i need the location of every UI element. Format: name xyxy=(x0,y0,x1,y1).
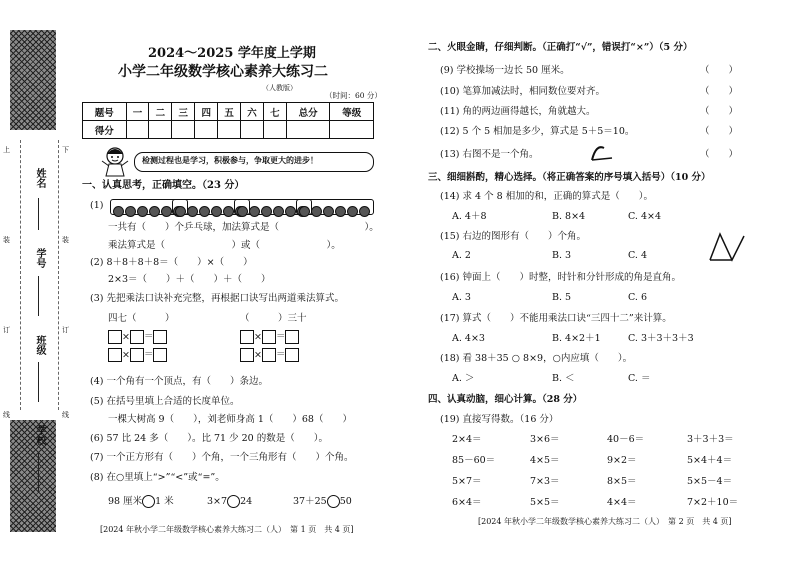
score-header-cell: 题号 xyxy=(83,103,127,121)
curve-figure-icon xyxy=(588,140,616,164)
q8-circle-2[interactable] xyxy=(227,495,240,508)
choice-q14-a[interactable]: A. 4＋8 xyxy=(452,211,487,222)
q8-right-3: 50 xyxy=(339,496,352,507)
choice-q18-b[interactable]: B. ＜ xyxy=(552,373,575,384)
page-1-footer: [2024 年秋小学二年级数学核心素养大练习二（人） 第 1 页 共 4 页] xyxy=(100,525,354,534)
q3-box-equation-1: × ＝ xyxy=(108,330,167,344)
score-header-cell: 六 xyxy=(241,103,264,121)
section-4-title: 四、认真动脑，细心计算。（28 分） xyxy=(428,394,583,405)
score-header-cell: 一 xyxy=(126,103,149,121)
choice-q16-b[interactable]: B. 5 xyxy=(552,292,572,303)
q3-box-equation-3: × ＝ xyxy=(240,330,299,344)
binding-strip xyxy=(0,0,70,561)
calc-item[interactable]: 7×2＋10＝ xyxy=(687,497,739,508)
q7-text: (7) 一个正方形有（ ）个角，一个三角形有（ ）个角。 xyxy=(90,452,354,463)
mark-top-left: 上 xyxy=(3,146,10,154)
judge-q13: (13) 右图不是一个角。 xyxy=(440,149,539,160)
q3-rhyme-2: （ ）三十 xyxy=(240,313,307,324)
section-2-title: 二、火眼金睛，仔细判断。（正确打“√”，错误打“×”）（5 分） xyxy=(428,42,693,53)
q8-text: (8) 在○里填上“>”“<”或“=”。 xyxy=(90,472,225,483)
score-cell[interactable] xyxy=(241,121,264,139)
score-table xyxy=(82,102,374,139)
score-cell[interactable] xyxy=(218,121,241,139)
choice-q17-a[interactable]: A. 4×3 xyxy=(452,333,485,344)
q3-text: (3) 先把乘法口诀补充完整，再根据口诀写出两道乘法算式。 xyxy=(90,293,344,304)
time-label: （时间：60 分） xyxy=(325,91,382,100)
choice-q14-c[interactable]: C. 4×4 xyxy=(628,211,662,222)
choice-q18-c[interactable]: C. ＝ xyxy=(628,373,651,384)
q2-line1: (2) 8＋8＋8＋8＝（ ）×（ ） xyxy=(90,257,253,268)
score-cell[interactable] xyxy=(286,121,330,139)
choice-q18-a[interactable]: A. ＞ xyxy=(452,373,475,384)
score-header-cell: 三 xyxy=(172,103,195,121)
section-1-title: 一、认真思考，正确填空。（23 分） xyxy=(82,180,245,191)
choice-q17: (17) 算式（ ）不能用乘法口诀“三四十二”来计算。 xyxy=(440,313,672,324)
choice-q16-c[interactable]: C. 6 xyxy=(628,292,648,303)
calc-item[interactable]: 3＋3＋3＝ xyxy=(687,434,734,445)
choice-q15: (15) 右边的图形有（ ）个角。 xyxy=(440,231,587,242)
fold-line xyxy=(20,140,21,410)
class-line[interactable] xyxy=(38,362,39,402)
score-cell[interactable] xyxy=(195,121,218,139)
q3-rhyme-1: 四七（ ） xyxy=(108,313,175,324)
mascot-icon xyxy=(100,146,130,178)
choice-q17-b[interactable]: B. 4×2＋1 xyxy=(552,333,601,344)
choice-q16: (16) 钟面上（ ）时整，时针和分针形成的角是直角。 xyxy=(440,272,682,283)
mark-ding-right: 订 xyxy=(62,326,69,334)
exam-title-year: 2024～2025 学年度上学期 xyxy=(148,46,316,61)
judge-q9: (9) 学校操场一边长 50 厘米。 xyxy=(440,65,570,76)
score-value-row xyxy=(83,121,374,139)
name-label: 姓名 xyxy=(34,168,45,188)
q4-text: (4) 一个角有一个顶点，有（ ）条边。 xyxy=(90,376,268,387)
q6-text: (6) 57 比 24 多（ ）。比 71 少 20 的数是（ ）。 xyxy=(90,433,328,444)
q8-compare-1 xyxy=(108,495,174,508)
section-3-title: 三、细细斟酌，精心选择。（将正确答案的序号填入括号）（10 分） xyxy=(428,172,711,183)
q1-addition: 一共有（ ）个乒乓球，加法算式是（ ）。 xyxy=(108,222,379,233)
choice-q15-a[interactable]: A. 2 xyxy=(452,250,471,261)
hatch-top xyxy=(10,30,56,130)
calc-item[interactable]: 8×5＝ xyxy=(607,476,637,487)
mark-zhuang-left: 装 xyxy=(3,236,10,244)
q8-left-1: 98 厘米 xyxy=(108,496,143,507)
score-header-row xyxy=(83,103,374,121)
calc-item[interactable]: 40－6＝ xyxy=(607,434,645,445)
score-cell[interactable] xyxy=(126,121,149,139)
choice-q16-a[interactable]: A. 3 xyxy=(452,292,471,303)
score-row-label: 得分 xyxy=(83,121,127,139)
q8-circle-3[interactable] xyxy=(327,495,340,508)
judge-q12: (12) 5 个 5 相加是多少，算式是 5＋5＝10。 xyxy=(440,126,635,137)
score-header-cell: 五 xyxy=(218,103,241,121)
calc-item[interactable]: 2×4＝ xyxy=(452,434,482,445)
student-id-label: 学号 xyxy=(34,248,45,268)
score-header-cell: 四 xyxy=(195,103,218,121)
q8-left-2: 3×7 xyxy=(207,496,228,507)
q8-right-1: 1 米 xyxy=(155,496,174,507)
choice-q18: (18) 看 38＋35 ○ 8×9，○内应填（ ）。 xyxy=(440,353,633,364)
q8-compare-3 xyxy=(293,495,352,508)
calc-item[interactable]: 85－60＝ xyxy=(452,455,496,466)
calc-item[interactable]: 7×3＝ xyxy=(530,476,560,487)
school-label: 学校 xyxy=(34,425,45,445)
mark-top-right: 下 xyxy=(62,146,69,154)
judge-q11: (11) 角的两边画得越长，角就越大。 xyxy=(440,106,596,117)
choice-q14: (14) 求 4 个 8 相加的和，正确的算式是（ ）。 xyxy=(440,191,653,202)
exam-title: 小学二年级数学核心素养大练习二 xyxy=(118,64,328,80)
score-cell[interactable] xyxy=(172,121,195,139)
mark-ding-left: 订 xyxy=(3,326,10,334)
name-line[interactable] xyxy=(38,198,39,230)
mark-xian-left: 线 xyxy=(3,411,10,419)
q2-line2: 2×3＝（ ）＋（ ）＋（ ） xyxy=(108,274,271,285)
score-header-cell: 二 xyxy=(149,103,172,121)
q3-box-equation-4: × ＝ xyxy=(240,348,299,362)
judge-q12-answer[interactable]: （ ） xyxy=(700,126,739,137)
calc-item[interactable]: 3×6＝ xyxy=(530,434,560,445)
score-header-cell: 七 xyxy=(263,103,286,121)
judge-q11-answer[interactable]: （ ） xyxy=(700,106,739,117)
ball-group-4 xyxy=(296,199,374,215)
calc-item[interactable]: 5×4＋4＝ xyxy=(687,455,733,466)
mark-xian-right: 线 xyxy=(62,411,69,419)
q3-box-equation-2: × ＝ xyxy=(108,348,167,362)
mark-zhuang-right: 装 xyxy=(62,236,69,244)
choice-q14-b[interactable]: B. 8×4 xyxy=(552,211,586,222)
choice-q17-c[interactable]: C. 3＋3＋3＋3 xyxy=(628,333,694,344)
judge-q10-answer[interactable]: （ ） xyxy=(700,86,739,97)
judge-q13-answer[interactable]: （ ） xyxy=(700,149,739,160)
judge-q10: (10) 笔算加减法时，相同数位要对齐。 xyxy=(440,86,606,97)
choice-q15-b[interactable]: B. 3 xyxy=(552,250,572,261)
student-id-line[interactable] xyxy=(38,276,39,316)
calc-item[interactable]: 9×2＝ xyxy=(607,455,637,466)
calc-item[interactable]: 5×7＝ xyxy=(452,476,482,487)
q8-right-2: 24 xyxy=(240,496,253,507)
calc-item[interactable]: 5×5＝ xyxy=(530,497,560,508)
calc-item[interactable]: 5×5－4＝ xyxy=(687,476,733,487)
score-cell[interactable] xyxy=(149,121,172,139)
school-line[interactable] xyxy=(38,452,39,492)
judge-q9-answer[interactable]: （ ） xyxy=(700,65,739,76)
cut-line xyxy=(58,140,59,410)
q1-label: (1) xyxy=(90,200,104,211)
q8-left-3: 37＋25 xyxy=(293,496,327,507)
shape-figure-icon xyxy=(706,230,748,264)
choice-q15-c[interactable]: C. 4 xyxy=(628,250,648,261)
page-2-footer: [2024 年秋小学二年级数学核心素养大练习二（人） 第 2 页 共 4 页] xyxy=(478,517,732,526)
q8-circle-1[interactable] xyxy=(142,495,155,508)
score-header-cell: 等级 xyxy=(330,103,374,121)
calc-item[interactable]: 4×5＝ xyxy=(530,455,560,466)
q19-text: (19) 直接写得数。（16 分） xyxy=(440,414,559,425)
edition-label: （人教版） xyxy=(262,84,297,92)
score-cell[interactable] xyxy=(330,121,374,139)
encourage-text: 检测过程也是学习，积极参与，争取更大的进步！ xyxy=(142,155,318,165)
score-header-cell: 总分 xyxy=(286,103,330,121)
calc-item[interactable]: 6×4＝ xyxy=(452,497,482,508)
score-cell[interactable] xyxy=(263,121,286,139)
q8-compare-2 xyxy=(207,495,252,508)
q5-text: (5) 在括号里填上合适的长度单位。 xyxy=(90,396,240,407)
q1-multiplication: 乘法算式是（ ）或（ ）。 xyxy=(108,240,341,251)
calc-item[interactable]: 4×4＝ xyxy=(607,497,637,508)
q5-blanks: 一棵大树高 9（ ），刘老师身高 1（ ）68（ ） xyxy=(108,414,352,425)
class-label: 班级 xyxy=(34,335,45,355)
